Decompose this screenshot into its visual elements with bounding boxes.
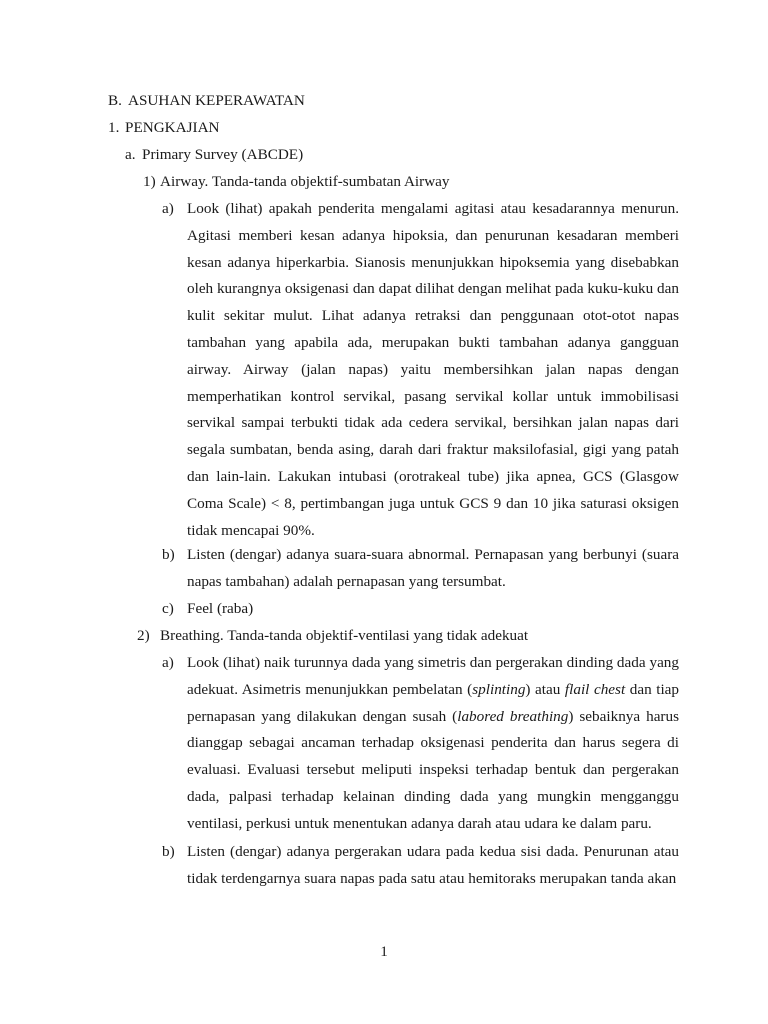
breathing-look-italic-splinting: splinting	[472, 680, 526, 698]
breathing-title: Breathing. Tanda-tanda objektif-ventilasi yang tidak adekuat	[160, 627, 529, 644]
airway-listen-marker: b)	[162, 546, 175, 563]
section-1-marker: 1.	[108, 119, 120, 136]
section-b-title: ASUHAN KEPERAWATAN	[128, 92, 305, 109]
breathing-look-text-3: dan tiap pernapasan yang dilakukan dengan susah (	[187, 680, 680, 725]
section-a-marker: a.	[125, 146, 136, 163]
section-b-marker: B.	[108, 92, 122, 109]
breathing-look-text-2: ) atau	[525, 680, 565, 698]
breathing-look-paragraph	[187, 650, 679, 838]
section-1-title: PENGKAJIAN	[125, 119, 220, 136]
section-a-title: Primary Survey (ABCDE)	[142, 146, 304, 163]
breathing-listen-marker: b)	[162, 843, 175, 860]
airway-feel-text: Feel (raba)	[187, 600, 254, 617]
airway-title: Airway. Tanda-tanda objektif-sumbatan Airway	[160, 173, 450, 190]
breathing-look-marker: a)	[162, 654, 174, 671]
airway-look-marker: a)	[162, 200, 174, 217]
breathing-look-italic-labored: labored breathing	[457, 707, 569, 725]
breathing-marker: 2)	[137, 627, 150, 644]
breathing-listen-paragraph: Listen (dengar) adanya pergerakan udara pada kedua sisi dada. Penurunan atau tidak terdengarnya suara napas pada satu atau hemitoraks merupakan tanda akan	[187, 843, 679, 887]
airway-marker: 1)	[143, 173, 156, 190]
breathing-look-text-4: ) sebaiknya harus dianggap sebagai ancaman terhadap oksigenasi penderita dan harus segera di evaluasi. Evaluasi tersebut meliputi inspeksi terhadap bentuk dan pergerakan dada, palpasi terhadap kelainan dinding dada yang mungkin mengganggu ventilasi, perkusi untuk menentukan adanya darah atau udara ke dalam paru.	[187, 707, 679, 832]
page-number: 1	[380, 943, 388, 960]
breathing-look-italic-flail-chest: flail chest	[564, 680, 626, 698]
airway-look-paragraph: Look (lihat) apakah penderita mengalami agitasi atau kesadarannya menurun. Agitasi memberi kesan adanya hipoksia, dan penurunan kesadaran memberi kesan adanya hiperkarbia. Sianosis menunjukkan hipoksemia yang disebabkan oleh kurangnya oksigenasi dan dapat dilihat dengan melihat pada kuku-kuku dan kulit sekitar mulut. Lihat adanya retraksi dan penggunaan otot-otot napas tambahan yang apabila ada, merupakan bukti tambahan adanya gangguan airway. Airway (jalan napas) yaitu membersihkan jalan napas dengan memperhatikan kontrol servikal, pasang servikal kollar untuk immobilisasi servikal sampai terbukti tidak ada cedera servikal, bersihkan jalan napas dari segala sumbatan, benda asing, darah dari fraktur maksilofasial, gigi yang patah dan lain-lain. Lakukan intubasi (orotrakeal tube) jika apnea, GCS (Glasgow Coma Scale) < 8, pertimbangan juga untuk GCS 9 dan 10 jika saturasi oksigen tidak mencapai 90%.	[187, 200, 679, 539]
airway-listen-paragraph: Listen (dengar) adanya suara-suara abnormal. Pernapasan yang berbunyi (suara napas tambahan) adalah pernapasan yang tersumbat.	[187, 546, 679, 590]
airway-feel-marker: c)	[162, 600, 174, 617]
breathing-look-text-1: Look (lihat) naik turunnya dada yang simetris dan pergerakan dinding dada yang adekuat. Asimetris menunjukkan pembelatan (	[187, 654, 679, 698]
